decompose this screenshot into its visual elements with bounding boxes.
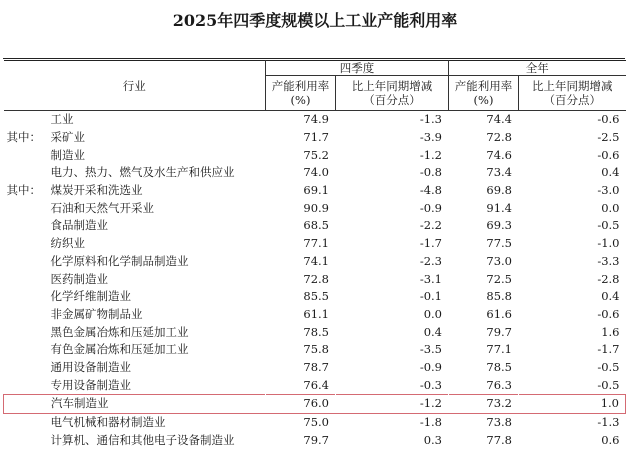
year-util-cell: 72.8 <box>449 129 519 147</box>
industry-name: 工业 <box>51 112 74 126</box>
year-util-cell: 79.7 <box>449 323 519 341</box>
industry-cell <box>4 164 266 182</box>
year-util-cell: 72.5 <box>449 270 519 288</box>
year-yoy-cell: 0.6 <box>519 431 626 449</box>
industry-cell <box>4 323 266 341</box>
industry-name: 汽车制造业 <box>51 396 109 410</box>
year-util-cell: 74.4 <box>449 111 519 129</box>
q4-util-cell: 85.5 <box>266 288 336 306</box>
industry-cell <box>4 288 266 306</box>
table-row <box>4 111 626 129</box>
table-row <box>4 146 626 164</box>
industry-name: 电力、热力、燃气及水生产和供应业 <box>51 165 235 179</box>
q4-yoy-cell: -2.3 <box>336 253 449 271</box>
industry-cell <box>4 111 266 129</box>
industry-cell <box>4 217 266 235</box>
year-yoy-header <box>519 76 626 111</box>
year-util-cell: 69.8 <box>449 182 519 200</box>
table-row <box>4 323 626 341</box>
year-util-cell: 73.0 <box>449 253 519 271</box>
page-title: 2025年四季度规模以上工业产能利用率 <box>0 8 630 31</box>
industry-cell <box>4 146 266 164</box>
industry-name: 化学原料和化学制品制造业 <box>51 254 189 268</box>
year-header: 全年 <box>449 61 626 76</box>
table-row <box>4 199 626 217</box>
year-yoy-cell: 1.6 <box>519 323 626 341</box>
table-row <box>4 341 626 359</box>
q4-yoy-cell: -0.9 <box>336 359 449 377</box>
industry-cell <box>4 395 266 414</box>
industry-cell <box>4 199 266 217</box>
year-yoy-cell: -3.3 <box>519 253 626 271</box>
year-yoy-cell: -1.7 <box>519 341 626 359</box>
industry-cell <box>4 253 266 271</box>
industry-name: 化学纤维制造业 <box>51 289 132 303</box>
q4-util-header-line2: (%) <box>266 93 335 107</box>
year-util-header <box>449 76 519 111</box>
q4-yoy-cell: -0.3 <box>336 376 449 394</box>
year-yoy-cell: -1.0 <box>519 235 626 253</box>
industry-name: 黑色金属冶炼和压延加工业 <box>51 325 189 339</box>
q4-util-cell: 78.5 <box>266 323 336 341</box>
table-row <box>4 270 626 288</box>
table-row <box>4 164 626 182</box>
table-row <box>4 235 626 253</box>
row-prefix: 其中： <box>7 182 51 199</box>
q4-util-cell: 76.0 <box>266 395 336 414</box>
table-row <box>4 182 626 200</box>
year-yoy-cell: 1.0 <box>519 395 626 414</box>
year-yoy-cell: -2.8 <box>519 270 626 288</box>
q4-yoy-header-line2: （百分点） <box>336 93 448 107</box>
year-util-cell: 74.6 <box>449 146 519 164</box>
q4-util-cell: 71.7 <box>266 129 336 147</box>
q4-util-cell: 74.0 <box>266 164 336 182</box>
q4-util-cell: 74.9 <box>266 111 336 129</box>
row-prefix: 其中： <box>7 129 51 146</box>
capacity-utilization-table <box>3 60 626 449</box>
industry-name: 计算机、通信和其他电子设备制造业 <box>51 433 235 447</box>
table-row <box>4 253 626 271</box>
year-util-cell: 73.2 <box>449 395 519 414</box>
year-yoy-cell: 0.4 <box>519 288 626 306</box>
year-yoy-cell: -2.5 <box>519 129 626 147</box>
year-yoy-cell: -0.6 <box>519 146 626 164</box>
q4-yoy-cell: -1.8 <box>336 413 449 431</box>
year-util-cell: 91.4 <box>449 199 519 217</box>
table-row <box>4 395 626 414</box>
industry-cell <box>4 376 266 394</box>
q4-yoy-cell: -0.9 <box>336 199 449 217</box>
industry-cell <box>4 306 266 324</box>
industry-cell <box>4 129 266 147</box>
industry-name: 通用设备制造业 <box>51 360 132 374</box>
industry-name: 有色金属冶炼和压延加工业 <box>51 342 189 356</box>
q4-header: 四季度 <box>266 61 449 76</box>
year-util-header-line2: (%) <box>449 93 518 107</box>
industry-name: 采矿业 <box>51 130 86 144</box>
year-yoy-cell: -0.6 <box>519 111 626 129</box>
year-util-cell: 73.8 <box>449 413 519 431</box>
industry-cell <box>4 413 266 431</box>
q4-util-cell: 79.7 <box>266 431 336 449</box>
year-util-cell: 76.3 <box>449 376 519 394</box>
year-util-cell: 77.5 <box>449 235 519 253</box>
q4-yoy-cell: -2.2 <box>336 217 449 235</box>
table-row <box>4 431 626 449</box>
table-row <box>4 217 626 235</box>
q4-yoy-cell: -0.8 <box>336 164 449 182</box>
industry-cell <box>4 431 266 449</box>
year-yoy-cell: -1.3 <box>519 413 626 431</box>
q4-yoy-cell: 0.3 <box>336 431 449 449</box>
year-yoy-cell: -0.5 <box>519 359 626 377</box>
industry-cell <box>4 235 266 253</box>
q4-util-header-line1: 产能利用率 <box>266 79 335 93</box>
q4-yoy-cell: -0.1 <box>336 288 449 306</box>
year-yoy-cell: 0.0 <box>519 199 626 217</box>
year-util-cell: 78.5 <box>449 359 519 377</box>
table-row <box>4 413 626 431</box>
table-row <box>4 288 626 306</box>
q4-util-cell: 72.8 <box>266 270 336 288</box>
year-util-cell: 85.8 <box>449 288 519 306</box>
q4-util-cell: 75.0 <box>266 413 336 431</box>
industry-cell <box>4 270 266 288</box>
q4-util-cell: 74.1 <box>266 253 336 271</box>
industry-header: 行业 <box>4 61 266 111</box>
year-yoy-cell: -3.0 <box>519 182 626 200</box>
industry-name: 石油和天然气开采业 <box>51 201 155 215</box>
q4-yoy-cell: 0.0 <box>336 306 449 324</box>
q4-util-cell: 78.7 <box>266 359 336 377</box>
q4-util-cell: 69.1 <box>266 182 336 200</box>
industry-cell <box>4 341 266 359</box>
q4-yoy-cell: -1.2 <box>336 395 449 414</box>
q4-yoy-cell: -3.5 <box>336 341 449 359</box>
q4-yoy-header <box>336 76 449 111</box>
table-row <box>4 129 626 147</box>
table-body <box>4 111 626 449</box>
q4-yoy-cell: 0.4 <box>336 323 449 341</box>
industry-name: 煤炭开采和洗选业 <box>51 183 143 197</box>
year-util-cell: 73.4 <box>449 164 519 182</box>
table-row <box>4 306 626 324</box>
q4-yoy-cell: -3.1 <box>336 270 449 288</box>
q4-util-cell: 77.1 <box>266 235 336 253</box>
year-yoy-cell: -0.5 <box>519 217 626 235</box>
industry-name: 纺织业 <box>51 236 86 250</box>
year-util-cell: 77.1 <box>449 341 519 359</box>
q4-yoy-cell: -1.3 <box>336 111 449 129</box>
industry-name: 非金属矿物制品业 <box>51 307 143 321</box>
table-row <box>4 376 626 394</box>
year-util-header-line1: 产能利用率 <box>449 79 518 93</box>
q4-yoy-cell: -3.9 <box>336 129 449 147</box>
year-yoy-header-line1: 比上年同期增减 <box>519 79 626 93</box>
industry-cell <box>4 182 266 200</box>
q4-util-cell: 75.8 <box>266 341 336 359</box>
year-yoy-cell: -0.5 <box>519 376 626 394</box>
industry-name: 电气机械和器材制造业 <box>51 415 166 429</box>
table-row <box>4 359 626 377</box>
q4-util-header <box>266 76 336 111</box>
year-yoy-cell: 0.4 <box>519 164 626 182</box>
q4-util-cell: 75.2 <box>266 146 336 164</box>
q4-util-cell: 61.1 <box>266 306 336 324</box>
q4-yoy-cell: -4.8 <box>336 182 449 200</box>
q4-util-cell: 90.9 <box>266 199 336 217</box>
industry-name: 食品制造业 <box>51 218 109 232</box>
q4-yoy-cell: -1.2 <box>336 146 449 164</box>
industry-name: 专用设备制造业 <box>51 378 132 392</box>
q4-yoy-header-line1: 比上年同期增减 <box>336 79 448 93</box>
table-top-rule <box>3 58 625 59</box>
year-util-cell: 69.3 <box>449 217 519 235</box>
year-yoy-cell: -0.6 <box>519 306 626 324</box>
q4-util-cell: 68.5 <box>266 217 336 235</box>
year-util-cell: 61.6 <box>449 306 519 324</box>
q4-util-cell: 76.4 <box>266 376 336 394</box>
year-yoy-header-line2: （百分点） <box>519 93 626 107</box>
year-util-cell: 77.8 <box>449 431 519 449</box>
industry-name: 医药制造业 <box>51 272 109 286</box>
industry-cell <box>4 359 266 377</box>
q4-yoy-cell: -1.7 <box>336 235 449 253</box>
industry-name: 制造业 <box>51 148 86 162</box>
